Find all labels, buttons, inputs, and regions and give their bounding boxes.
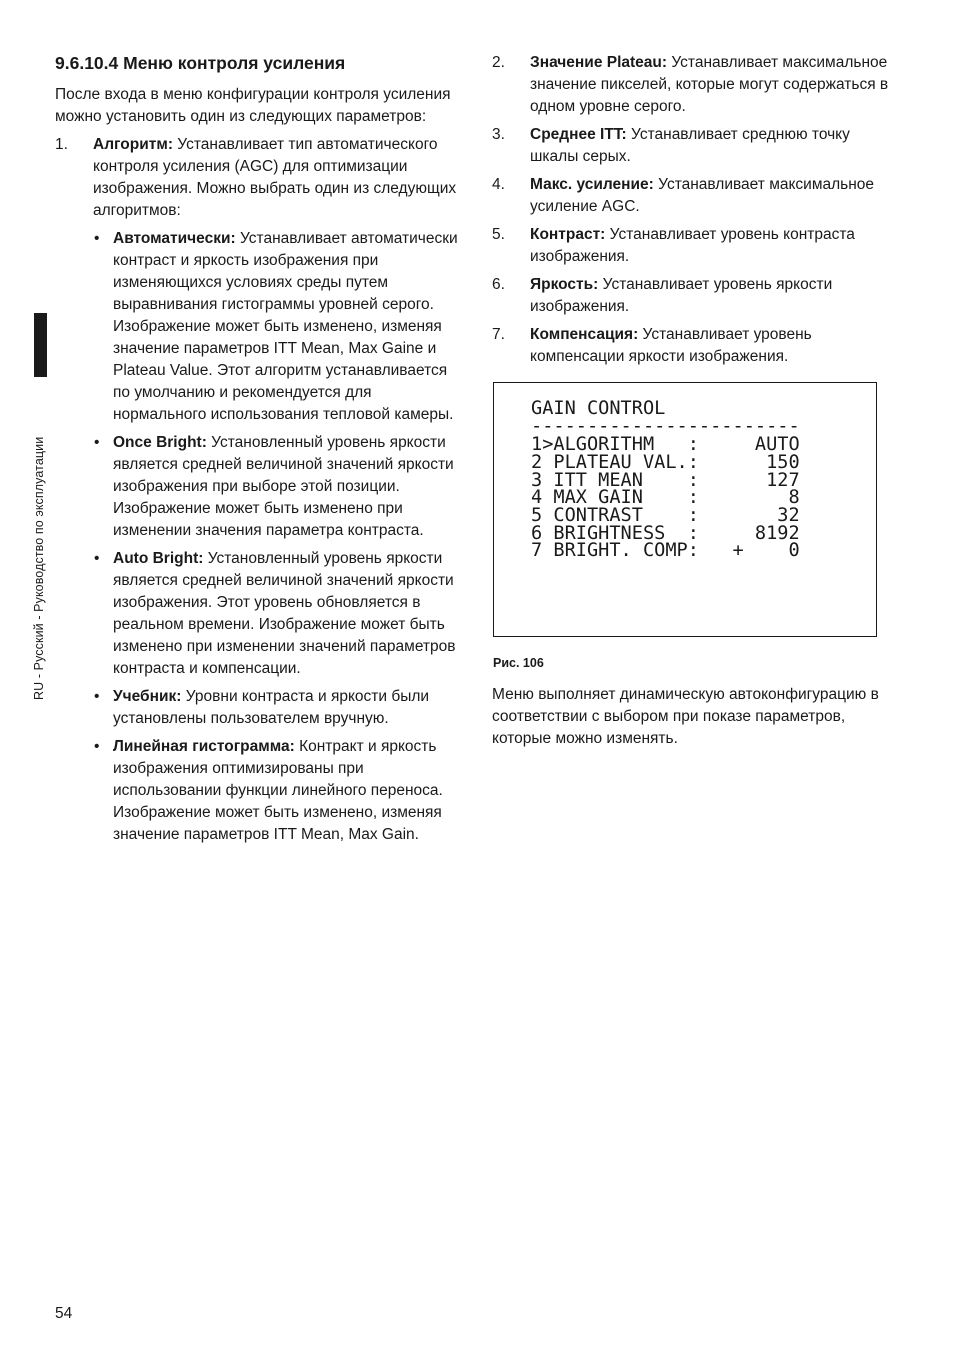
item-label: Контраст: bbox=[530, 226, 606, 243]
item-text: Устанавливает максимальное усиление AGC. bbox=[530, 176, 875, 215]
list-item-compensation bbox=[492, 324, 897, 368]
item-label: Учебник: bbox=[113, 688, 182, 705]
list-item-plateau bbox=[492, 52, 897, 118]
algorithm-manual bbox=[93, 686, 460, 730]
item-label: Auto Bright: bbox=[113, 550, 204, 567]
bullet-icon: • bbox=[94, 434, 100, 451]
item-label: Макс. усиление: bbox=[530, 176, 654, 193]
item-text: Установленный уровень яркости является средней величиной значений яркости изображения при выборе этой позиции. Изображение может быть изменено при изменении значения параметра контраста. bbox=[113, 434, 454, 539]
item-label: Линейная гистограмма: bbox=[113, 738, 295, 755]
list-number: 4. bbox=[492, 176, 505, 193]
algorithm-once-bright bbox=[93, 432, 460, 542]
item-label: Автоматически: bbox=[113, 230, 236, 247]
algorithm-list bbox=[93, 228, 460, 846]
item-label: Once Bright: bbox=[113, 434, 207, 451]
item-label: Алгоритм: bbox=[93, 136, 173, 153]
figure-caption: Рис. 106 bbox=[493, 656, 544, 670]
item-text: Устанавливает уровень яркости изображения. bbox=[530, 276, 833, 315]
item-label: Среднее ITT: bbox=[530, 126, 627, 143]
algorithm-linear-histogram bbox=[93, 736, 460, 846]
list-item-itt-mean bbox=[492, 124, 897, 168]
item-text: Устанавливает уровень контраста изображения. bbox=[530, 226, 855, 265]
item-text: Устанавливает среднюю точку шкалы серых. bbox=[530, 126, 850, 165]
sidebar-label: RU - Русский - Руководство по эксплуатации bbox=[32, 436, 46, 700]
item-text: Контракт и яркость изображения оптимизированы при использовании функции линейного переноса. Изображение может быть изменено, изменяя значение параметров ITT Mean, Max Gain. bbox=[113, 738, 443, 843]
item-text: Устанавливает уровень компенсации яркости изображения. bbox=[530, 326, 812, 365]
osd-menu-line: 2 PLATEAU VAL.: 150 bbox=[531, 452, 800, 473]
osd-menu-title: GAIN CONTROL bbox=[531, 398, 666, 419]
list-item-algorithm bbox=[55, 134, 460, 222]
list-number: 3. bbox=[492, 126, 505, 143]
figure-description: Меню выполняет динамическую автоконфигурацию в соответствии с выбором при показе параметров, которые можно изменять. bbox=[492, 686, 879, 747]
list-item-max-gain bbox=[492, 174, 897, 218]
bullet-icon: • bbox=[94, 230, 100, 247]
bullet-icon: • bbox=[94, 738, 100, 755]
right-column bbox=[492, 52, 897, 374]
item-text: Уровни контраста и яркости были установлены пользователем вручную. bbox=[113, 688, 430, 727]
sidebar-marker bbox=[34, 313, 47, 377]
osd-menu-figure bbox=[493, 382, 877, 637]
bullet-icon: • bbox=[94, 688, 100, 705]
list-number: 5. bbox=[492, 226, 505, 243]
section-title: 9.6.10.4 Меню контроля усиления bbox=[55, 53, 346, 73]
list-item-contrast bbox=[492, 224, 897, 268]
osd-menu-line: 6 BRIGHTNESS : 8192 bbox=[531, 523, 800, 544]
osd-menu-line: 1>ALGORITHM : AUTO bbox=[531, 434, 800, 455]
bullet-icon: • bbox=[94, 550, 100, 567]
item-label: Значение Plateau: bbox=[530, 54, 668, 71]
osd-menu-line: 3 ITT MEAN : 127 bbox=[531, 470, 800, 491]
list-number: 6. bbox=[492, 276, 505, 293]
algorithm-auto-bright bbox=[93, 548, 460, 680]
item-label: Яркость: bbox=[530, 276, 599, 293]
page-number: 54 bbox=[55, 1305, 73, 1322]
osd-menu-line: 5 CONTRAST : 32 bbox=[531, 505, 800, 526]
list-number: 2. bbox=[492, 54, 505, 71]
item-text: Устанавливает тип автоматического контроля усиления (AGC) для оптимизации изображения. Можно выбрать один из следующих алгоритмов: bbox=[93, 136, 457, 219]
osd-menu-line: 7 BRIGHT. COMP: + 0 bbox=[531, 540, 800, 561]
item-text: Устанавливает максимальное значение пикселей, которые могут содержаться в одном уровне серого. bbox=[530, 54, 889, 115]
item-text: Установленный уровень яркости является средней величиной значений яркости изображения. Этот уровень обновляется в реальном времени. Изображение может быть изменено при изменении значений параметров контраста и компенсации. bbox=[113, 550, 456, 677]
item-label: Компенсация: bbox=[530, 326, 639, 343]
list-item-brightness bbox=[492, 274, 897, 318]
osd-menu-line: 4 MAX GAIN : 8 bbox=[531, 487, 800, 508]
list-number: 1. bbox=[55, 136, 68, 153]
item-text: Устанавливает автоматически контраст и яркость изображения при изменяющихся условиях среды путем выравнивания гистограммы уровней серого. Изображение может быть изменено, изменяя значение параметров ITT Mean, Max Gaine и Plateau Value. Этот алгоритм устанавливается по умолчанию и рекомендуется для нормального использования тепловой камеры. bbox=[113, 230, 458, 423]
section-intro: После входа в меню конфигурации контроля усиления можно установить один из следующих параметров: bbox=[55, 86, 451, 125]
algorithm-auto bbox=[93, 228, 460, 426]
list-number: 7. bbox=[492, 326, 505, 343]
osd-menu-divider: ------------------------ bbox=[531, 416, 800, 437]
left-column bbox=[55, 52, 460, 852]
